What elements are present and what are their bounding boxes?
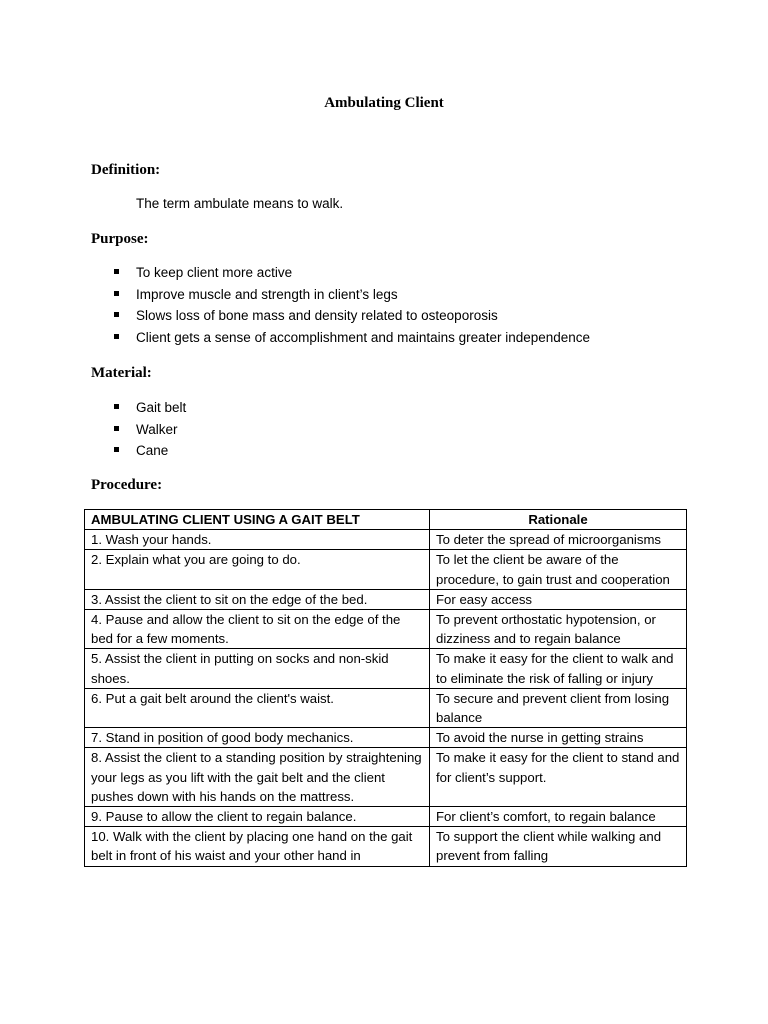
bullet-icon	[114, 291, 119, 296]
definition-heading: Definition:	[91, 162, 161, 178]
table-row	[85, 807, 687, 827]
rationale-cell: To deter the spread of microorganisms	[430, 530, 687, 550]
purpose-item-text: Client gets a sense of accomplishment and maintains greater independence	[136, 329, 591, 345]
table-row	[85, 589, 687, 609]
rationale-cell: For easy access	[430, 589, 687, 609]
procedure-heading: Procedure:	[91, 477, 163, 493]
document-title: Ambulating Client	[324, 95, 444, 111]
column-header-step: AMBULATING CLIENT USING A GAIT BELT	[85, 510, 430, 530]
table-row	[85, 550, 687, 589]
purpose-item-text: To keep client more active	[136, 265, 293, 280]
rationale-cell: To let the client be aware of the procedure, to gain trust and cooperation	[430, 550, 687, 589]
material-item-text: Cane	[136, 443, 169, 458]
step-cell: 1. Wash your hands.	[85, 530, 430, 550]
material-item	[110, 397, 186, 419]
rationale-cell: To make it easy for the client to stand and for client’s support.	[430, 748, 687, 807]
definition-text: The term ambulate means to walk.	[136, 196, 344, 211]
purpose-item	[110, 284, 590, 306]
rationale-cell: To secure and prevent client from losing balance	[430, 688, 687, 727]
step-cell: 7. Stand in position of good body mechanics.	[85, 728, 430, 748]
step-cell: 6. Put a gait belt around the client's waist.	[85, 688, 430, 727]
bullet-icon	[114, 426, 119, 431]
material-heading: Material:	[91, 365, 152, 381]
material-item	[110, 419, 186, 441]
column-header-rationale: Rationale	[430, 510, 687, 530]
material-list	[110, 397, 186, 462]
step-cell: 3. Assist the client to sit on the edge of the bed.	[85, 589, 430, 609]
table-row	[85, 748, 687, 807]
rationale-cell: To avoid the nurse in getting strains	[430, 728, 687, 748]
step-cell: 9. Pause to allow the client to regain balance.	[85, 807, 430, 827]
purpose-item-text: Improve muscle and strength in client’s legs	[136, 286, 398, 302]
purpose-list	[110, 262, 590, 348]
step-cell: 10. Walk with the client by placing one hand on the gait belt in front of his waist and your other hand in	[85, 827, 430, 866]
bullet-icon	[114, 404, 119, 409]
bullet-icon	[114, 334, 119, 339]
step-cell: 2. Explain what you are going to do.	[85, 550, 430, 589]
material-item-text: Gait belt	[136, 400, 187, 415]
bullet-icon	[114, 447, 119, 452]
material-item	[110, 440, 186, 462]
rationale-cell: To prevent orthostatic hypotension, or dizziness and to regain balance	[430, 610, 687, 649]
rationale-cell: For client’s comfort, to regain balance	[430, 807, 687, 827]
table-row	[85, 688, 687, 727]
purpose-item-text: Slows loss of bone mass and density related to osteoporosis	[136, 308, 498, 323]
step-cell: 5. Assist the client in putting on socks and non-skid shoes.	[85, 649, 430, 688]
step-cell: 8. Assist the client to a standing position by straightening your legs as you lift with the gait belt and the client pushes down with his hands on the mattress.	[85, 748, 430, 807]
table-row	[85, 530, 687, 550]
table-row	[85, 649, 687, 688]
purpose-item	[110, 262, 590, 284]
purpose-heading: Purpose:	[91, 231, 149, 247]
material-item-text: Walker	[136, 421, 178, 437]
procedure-table	[84, 509, 687, 867]
purpose-item	[110, 327, 590, 349]
bullet-icon	[114, 312, 119, 317]
table-row	[85, 610, 687, 649]
step-cell: 4. Pause and allow the client to sit on the edge of the bed for a few moments.	[85, 610, 430, 649]
table-row	[85, 728, 687, 748]
rationale-cell: To make it easy for the client to walk and to eliminate the risk of falling or injury	[430, 649, 687, 688]
table-header-row	[85, 510, 687, 530]
purpose-item	[110, 305, 590, 327]
bullet-icon	[114, 269, 119, 274]
rationale-cell: To support the client while walking and prevent from falling	[430, 827, 687, 866]
table-row	[85, 827, 687, 866]
